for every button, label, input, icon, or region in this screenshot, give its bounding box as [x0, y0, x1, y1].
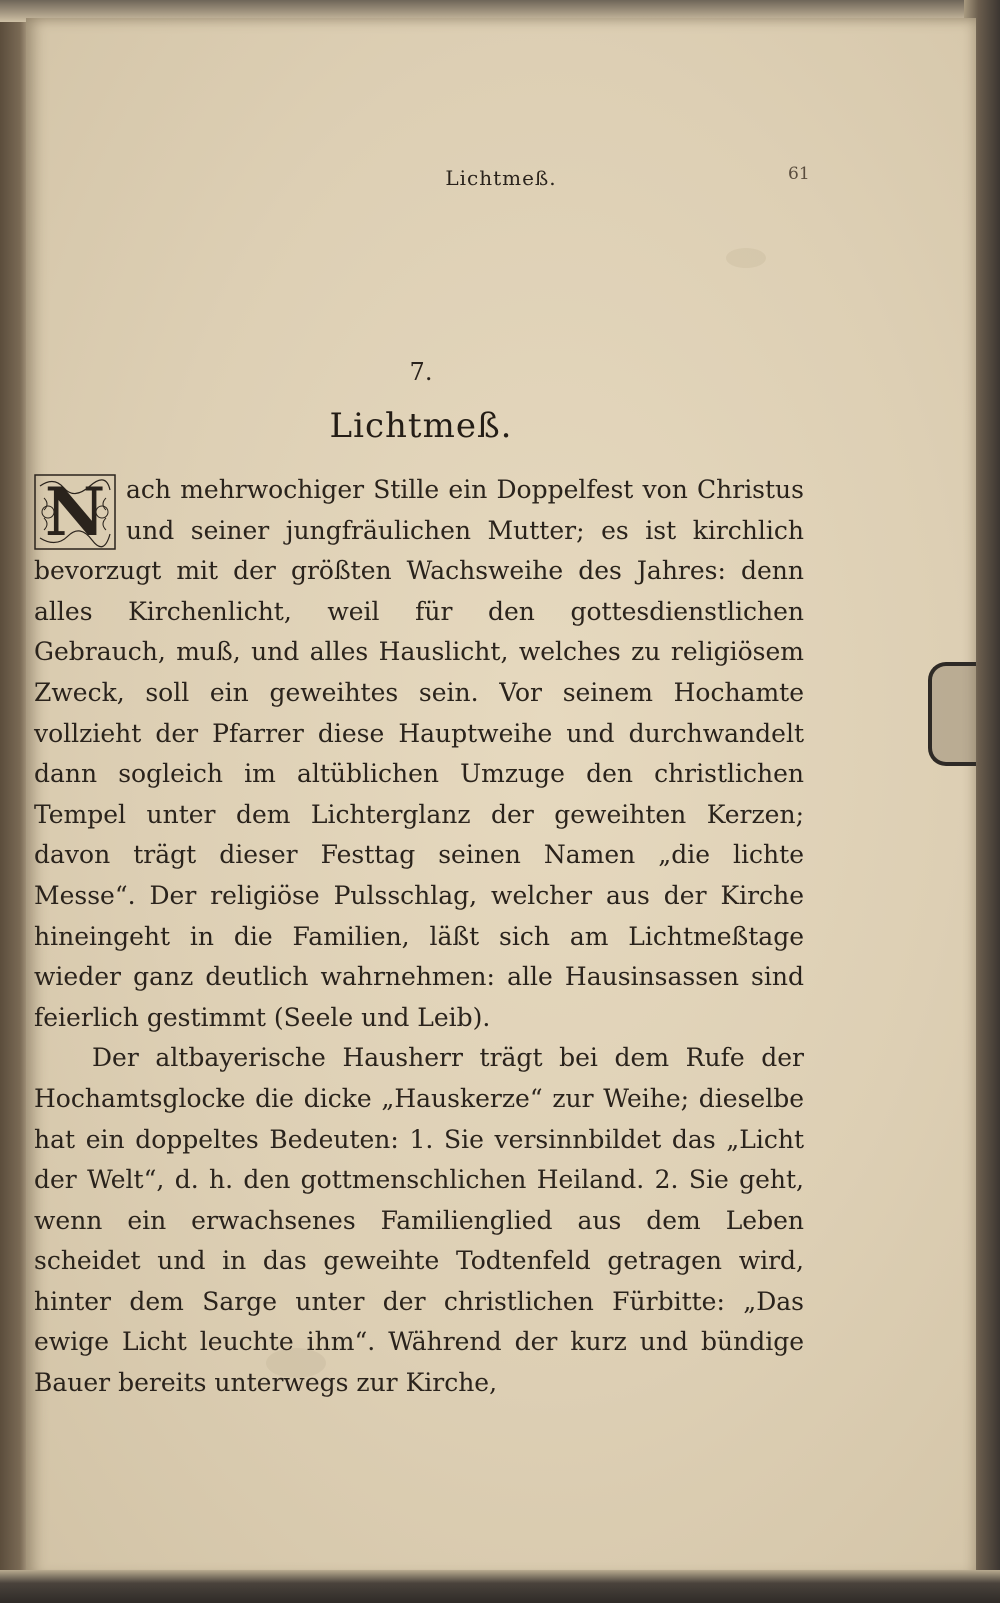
paper-stain [726, 248, 766, 268]
page-bottom-edge [0, 1570, 1000, 1603]
chapter-number: 7. [409, 358, 433, 386]
running-head: Lichtmeß. [445, 166, 557, 190]
page-clip [928, 662, 976, 766]
paragraph-2: Der altbayerische Hausherr trägt bei dem Rufe der Hochamtsglocke die dicke „Hauskerze“ zur Weihe; dieselbe hat ein doppeltes Bedeuten: 1. Sie versinnbildet das „Licht der Welt“, d. h. den gottmenschlichen Heiland. 2. Sie geht, wenn ein erwachsenes Familienglied aus dem Leben scheidet und in das geweihte Todtenfeld getragen wird, hinter dem Sarge unter der christlichen Fürbitte: „Das ewige Licht leuchte ihm“. Während der kurz und bündige Bauer bereits unterwegs zur Kirche, [34, 1043, 804, 1398]
paragraph-1 [34, 470, 804, 1038]
book-page [26, 18, 976, 1578]
chapter-title: Lichtmeß. [329, 406, 513, 446]
ornamental-initial [34, 474, 116, 550]
initial-letter: N [44, 473, 106, 551]
paragraph-1-text: ach mehrwochiger Stille ein Doppelfest von Christus und seiner jungfräulichen Mutter; es ist kirchlich bevorzugt mit der größten Wachsweihe des Jahres: denn alles Kirchenlicht, weil für den gottesdienstlichen Gebrauch, muß, und alles Hauslicht, welches zu religiösem Zweck, soll ein geweihtes sein. Vor seinem Hochamte vollzieht der Pfarrer diese Hauptweihe und durchwandelt dann sogleich im altüblichen Umzuge den christlichen Tempel unter dem Lichterglanz der geweihten Kerzen; davon trägt dieser Festtag seinen Namen „die lichte Messe“. Der religiöse Pulsschlag, welcher aus der Kirche hineingeht in die Familien, läßt sich am Lichtmeßtage wieder ganz deutlich wahrnehmen: alle Hausinsassen sind feierlich gestimmt (Seele und Leib). [34, 475, 804, 1032]
page-number: 61 [788, 164, 810, 184]
body-text [34, 470, 804, 1404]
